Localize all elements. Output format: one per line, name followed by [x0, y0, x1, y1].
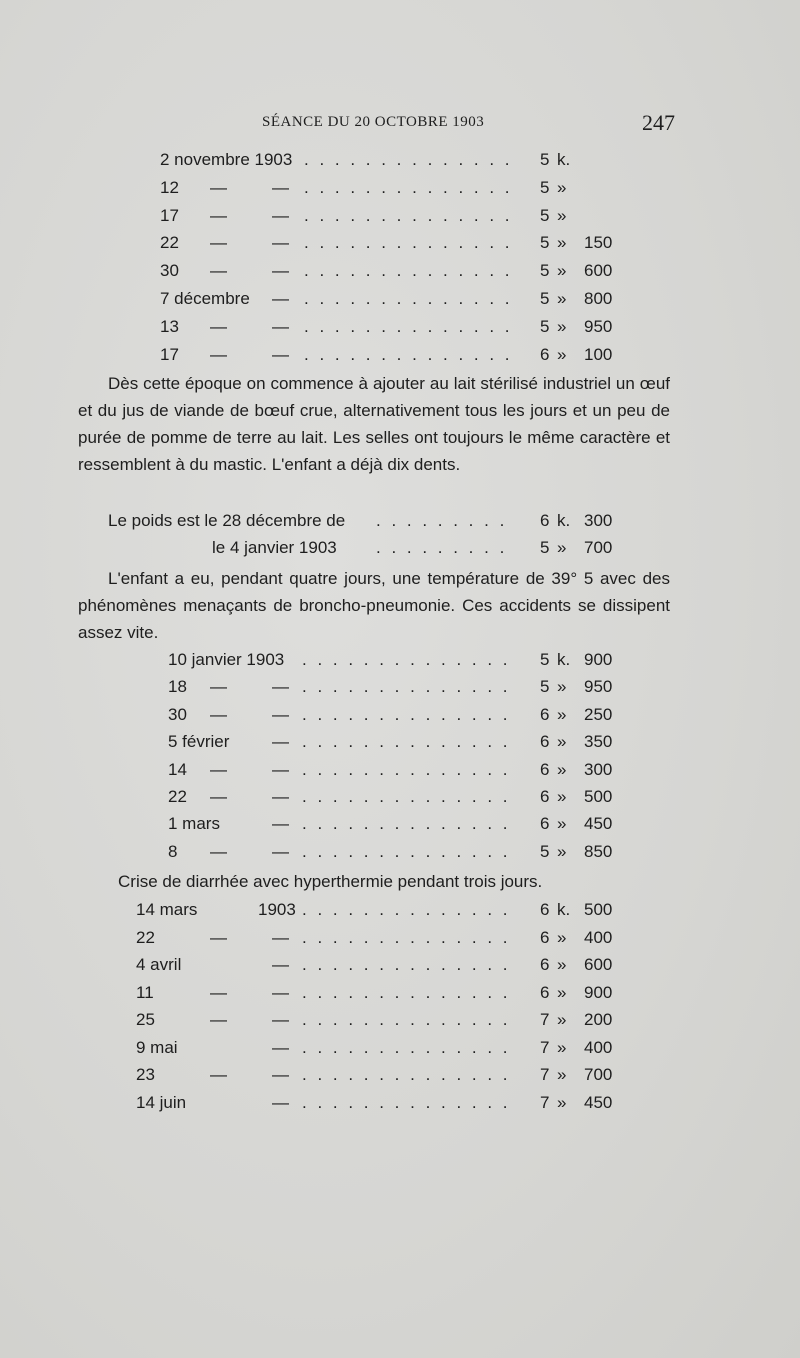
row-dash: — [210, 177, 227, 197]
row-kilograms: 6 [540, 955, 550, 974]
row-ditto: — [272, 759, 289, 779]
row-dash: — [210, 704, 227, 724]
table-row [0, 289, 800, 313]
row-label: le 4 janvier 1903 [212, 538, 337, 557]
row-grams: 200 [584, 1010, 613, 1029]
row-kilograms: 6 [540, 900, 550, 919]
leader-dots: . . . . . . . . . . . . . . [302, 704, 511, 724]
row-ditto: — [272, 787, 289, 806]
leader-dots: . . . . . . . . . . . . . . [304, 233, 513, 253]
leader-dots: . . . . . . . . . . . . . . [302, 759, 511, 779]
row-kilograms: 6 [540, 927, 550, 947]
row-unit: » [557, 289, 567, 308]
row-grams: 250 [584, 704, 613, 724]
row-kilograms: 5 [540, 177, 550, 197]
leader-dots: . . . . . . . . . . . . . . [302, 927, 511, 947]
leader-dots: . . . . . . . . . . . . . . [304, 344, 513, 364]
row-unit: k. [557, 900, 571, 919]
row-dash: — [210, 1065, 227, 1084]
row-grams: 600 [584, 261, 613, 281]
row-dash: — [210, 841, 227, 861]
table-row [0, 317, 800, 341]
row-kilograms: 5 [540, 289, 550, 308]
row-date: 17 [160, 344, 179, 364]
row-date: 25 [136, 1010, 155, 1029]
row-date: 23 [136, 1065, 155, 1084]
leader-dots: . . . . . . . . . . . . . . [302, 841, 511, 861]
row-ditto: — [272, 1092, 289, 1112]
paragraph-fever-text: L'enfant a eu, pendant quatre jours, une température de 39° 5 avec des phénomènes menaçants de broncho-pneumonie. Ces accidents se dissipent assez vite. [78, 569, 670, 642]
row-kilograms: 6 [540, 759, 550, 779]
row-grams: 400 [584, 927, 613, 947]
leader-dots: . . . . . . . . . . . . . . [302, 955, 511, 974]
row-kilograms: 5 [540, 650, 550, 669]
row-grams: 300 [584, 759, 613, 779]
row-ditto: — [272, 1037, 289, 1057]
row-date: 22 [160, 233, 179, 253]
row-kilograms: 7 [540, 1010, 550, 1029]
table-row [0, 955, 800, 979]
row-kilograms: 5 [540, 677, 550, 697]
row-date: 5 février [168, 732, 230, 752]
leader-dots: . . . . . . . . . . . . . . [302, 900, 511, 919]
row-grams: 450 [584, 814, 613, 834]
row-dash: — [210, 759, 227, 779]
row-kilograms: 6 [540, 814, 550, 834]
row-ditto: — [272, 927, 289, 947]
table-row [0, 1093, 800, 1117]
row-unit: k. [557, 650, 571, 669]
row-grams: 450 [584, 1092, 613, 1112]
row-ditto: — [272, 205, 289, 225]
row-grams: 400 [584, 1037, 613, 1057]
row-kilograms: 6 [540, 732, 550, 752]
row-date: 12 [160, 177, 179, 197]
row-date: 8 [168, 841, 178, 861]
row-kilograms: 6 [540, 511, 550, 530]
row-ditto: — [272, 704, 289, 724]
row-date: 14 juin [136, 1092, 187, 1112]
table-row [0, 732, 800, 756]
row-date: 2 novembre 1903 [160, 150, 293, 169]
leader-dots: . . . . . . . . . . . . . . [304, 289, 513, 308]
row-date: 7 décembre [160, 289, 250, 308]
row-ditto: — [272, 677, 289, 697]
row-grams: 700 [584, 1065, 613, 1084]
leader-dots: . . . . . . . . . . . . . . [302, 732, 511, 752]
row-unit: » [557, 233, 567, 253]
table-row [0, 206, 800, 230]
row-ditto: — [272, 814, 289, 834]
header-title: SÉANCE DU 20 OCTOBRE 1903 [262, 114, 485, 130]
table-row [0, 983, 800, 1007]
table-row [0, 650, 800, 674]
row-dash: — [210, 316, 227, 336]
row-kilograms: 5 [540, 150, 550, 169]
leader-dots: . . . . . . . . . . . . . . [304, 261, 513, 281]
table-row [0, 345, 800, 369]
row-unit: k. [557, 511, 571, 530]
leader-dots: . . . . . . . . . . . . . . [302, 982, 511, 1002]
row-dash: — [210, 1010, 227, 1029]
paragraph-diet [78, 370, 670, 478]
row-grams: 800 [584, 289, 613, 308]
row-grams: 100 [584, 344, 613, 364]
row-unit: » [557, 1010, 567, 1029]
row-unit: » [557, 677, 567, 697]
row-ditto: — [272, 1065, 289, 1084]
row-grams: 900 [584, 650, 613, 669]
row-unit: » [557, 759, 567, 779]
row-date: 30 [160, 261, 179, 281]
leader-dots: . . . . . . . . . . . . . . [302, 787, 511, 806]
row-date: 10 janvier 1903 [168, 650, 285, 669]
row-date: 13 [160, 316, 179, 336]
row-ditto: — [272, 982, 289, 1002]
row-grams: 500 [584, 787, 613, 806]
row-ditto: — [272, 233, 289, 253]
row-dash: — [210, 787, 227, 806]
row-grams: 350 [584, 732, 613, 752]
running-header [0, 110, 800, 140]
leader-dots: . . . . . . . . . . . . . . [304, 205, 513, 225]
leader-dots: . . . . . . . . . . . . . . [302, 814, 511, 834]
row-dash: — [210, 677, 227, 697]
row-unit: » [557, 955, 567, 974]
row-kilograms: 5 [540, 205, 550, 225]
row-unit: » [557, 704, 567, 724]
row-ditto: — [272, 261, 289, 281]
leader-dots: . . . . . . . . . . . . . . [302, 1010, 511, 1029]
row-kilograms: 5 [540, 841, 550, 861]
table-row [0, 1065, 800, 1089]
row-unit: » [557, 344, 567, 364]
table-row [0, 677, 800, 701]
row-ditto: — [272, 316, 289, 336]
row-dash: — [210, 261, 227, 281]
row-unit: k. [557, 150, 571, 169]
row-date: 14 [168, 759, 187, 779]
row-grams: 900 [584, 982, 613, 1002]
row-unit: » [557, 841, 567, 861]
row-unit: » [557, 1037, 567, 1057]
row-kilograms: 7 [540, 1037, 550, 1057]
row-ditto: — [272, 955, 289, 974]
row-ditto: — [272, 732, 289, 752]
table-row [0, 150, 800, 174]
row-unit: » [557, 732, 567, 752]
row-kilograms: 5 [540, 233, 550, 253]
row-unit: » [557, 177, 567, 197]
leader-dots: . . . . . . . . . . . . . . [304, 316, 513, 336]
leader-dots: . . . . . . . . . . . . . . [302, 1065, 511, 1084]
row-date: 9 mai [136, 1037, 178, 1057]
table-row [0, 928, 800, 952]
row-date: 30 [168, 704, 187, 724]
row-ditto: — [272, 841, 289, 861]
row-year: 1903 [258, 900, 296, 919]
row-kilograms: 5 [540, 261, 550, 281]
paragraph-fever [78, 565, 670, 646]
row-ditto: — [272, 344, 289, 364]
row-kilograms: 7 [540, 1092, 550, 1112]
row-dash: — [210, 982, 227, 1002]
leader-dots: . . . . . . . . . . . . . . [304, 177, 513, 197]
table-row [0, 900, 800, 924]
leader-dots: . . . . . . . . . . . . . . [302, 1037, 511, 1057]
row-date: 14 mars [136, 900, 198, 919]
row-unit: » [557, 261, 567, 281]
leader-dots: . . . . . . . . . . . . . . [302, 677, 511, 697]
row-unit: » [557, 982, 567, 1002]
row-date: 22 [136, 927, 155, 947]
leader-dots: . . . . . . . . . . . . . . [302, 650, 511, 669]
row-kilograms: 7 [540, 1065, 550, 1084]
row-unit: » [557, 538, 567, 557]
row-label: Le poids est le 28 décembre de [108, 511, 346, 530]
row-unit: » [557, 787, 567, 806]
row-date: 18 [168, 677, 187, 697]
diarrhea-note: Crise de diarrhée avec hyperthermie pendant trois jours. [118, 872, 543, 891]
table-row [0, 1010, 800, 1034]
leader-dots: . . . . . . . . . . . . . . [304, 150, 513, 169]
table-row [0, 787, 800, 811]
row-unit: » [557, 1092, 567, 1112]
row-unit: » [557, 814, 567, 834]
row-kilograms: 5 [540, 316, 550, 336]
row-grams: 850 [584, 841, 613, 861]
table-row [0, 538, 800, 562]
row-unit: » [557, 316, 567, 336]
row-unit: » [557, 927, 567, 947]
row-date: 11 [136, 982, 154, 1002]
row-dash: — [210, 205, 227, 225]
row-unit: » [557, 1065, 567, 1084]
row-date: 1 mars [168, 814, 220, 834]
leader-dots: . . . . . . . . . [376, 538, 508, 557]
table-row [0, 705, 800, 729]
row-date: 4 avril [136, 955, 182, 974]
row-ditto: — [272, 289, 289, 308]
row-kilograms: 6 [540, 787, 550, 806]
row-grams: 950 [584, 316, 613, 336]
paragraph-diet-text: Dès cette époque on commence à ajouter au lait stérilisé industriel un œuf et du jus de viande de bœuf crue, alternativement tous les jours et un peu de purée de pomme de terre au lait. Les selles ont toujours le même caractère et ressemblent à du mastic. L'enfant a déjà dix dents. [78, 374, 670, 474]
row-kilograms: 5 [540, 538, 550, 557]
row-ditto: — [272, 1010, 289, 1029]
row-grams: 700 [584, 538, 613, 557]
row-grams: 950 [584, 677, 613, 697]
row-grams: 600 [584, 955, 613, 974]
row-kilograms: 6 [540, 344, 550, 364]
table-row [0, 233, 800, 257]
leader-dots: . . . . . . . . . . . . . . [302, 1092, 511, 1112]
table-row [0, 178, 800, 202]
leader-dots: . . . . . . . . . [376, 511, 508, 530]
row-unit: » [557, 205, 567, 225]
row-grams: 300 [584, 511, 613, 530]
row-kilograms: 6 [540, 704, 550, 724]
table-row [0, 1038, 800, 1062]
row-date: 22 [168, 787, 187, 806]
row-ditto: — [272, 177, 289, 197]
row-grams: 500 [584, 900, 613, 919]
table-row [0, 842, 800, 866]
row-dash: — [210, 233, 227, 253]
row-dash: — [210, 927, 227, 947]
table-row [0, 261, 800, 285]
page-number: 247 [642, 110, 675, 135]
row-grams: 150 [584, 233, 613, 253]
row-dash: — [210, 344, 227, 364]
table-row [0, 511, 800, 535]
table-row [0, 814, 800, 838]
row-kilograms: 6 [540, 982, 550, 1002]
row-date: 17 [160, 205, 179, 225]
table-row [0, 760, 800, 784]
